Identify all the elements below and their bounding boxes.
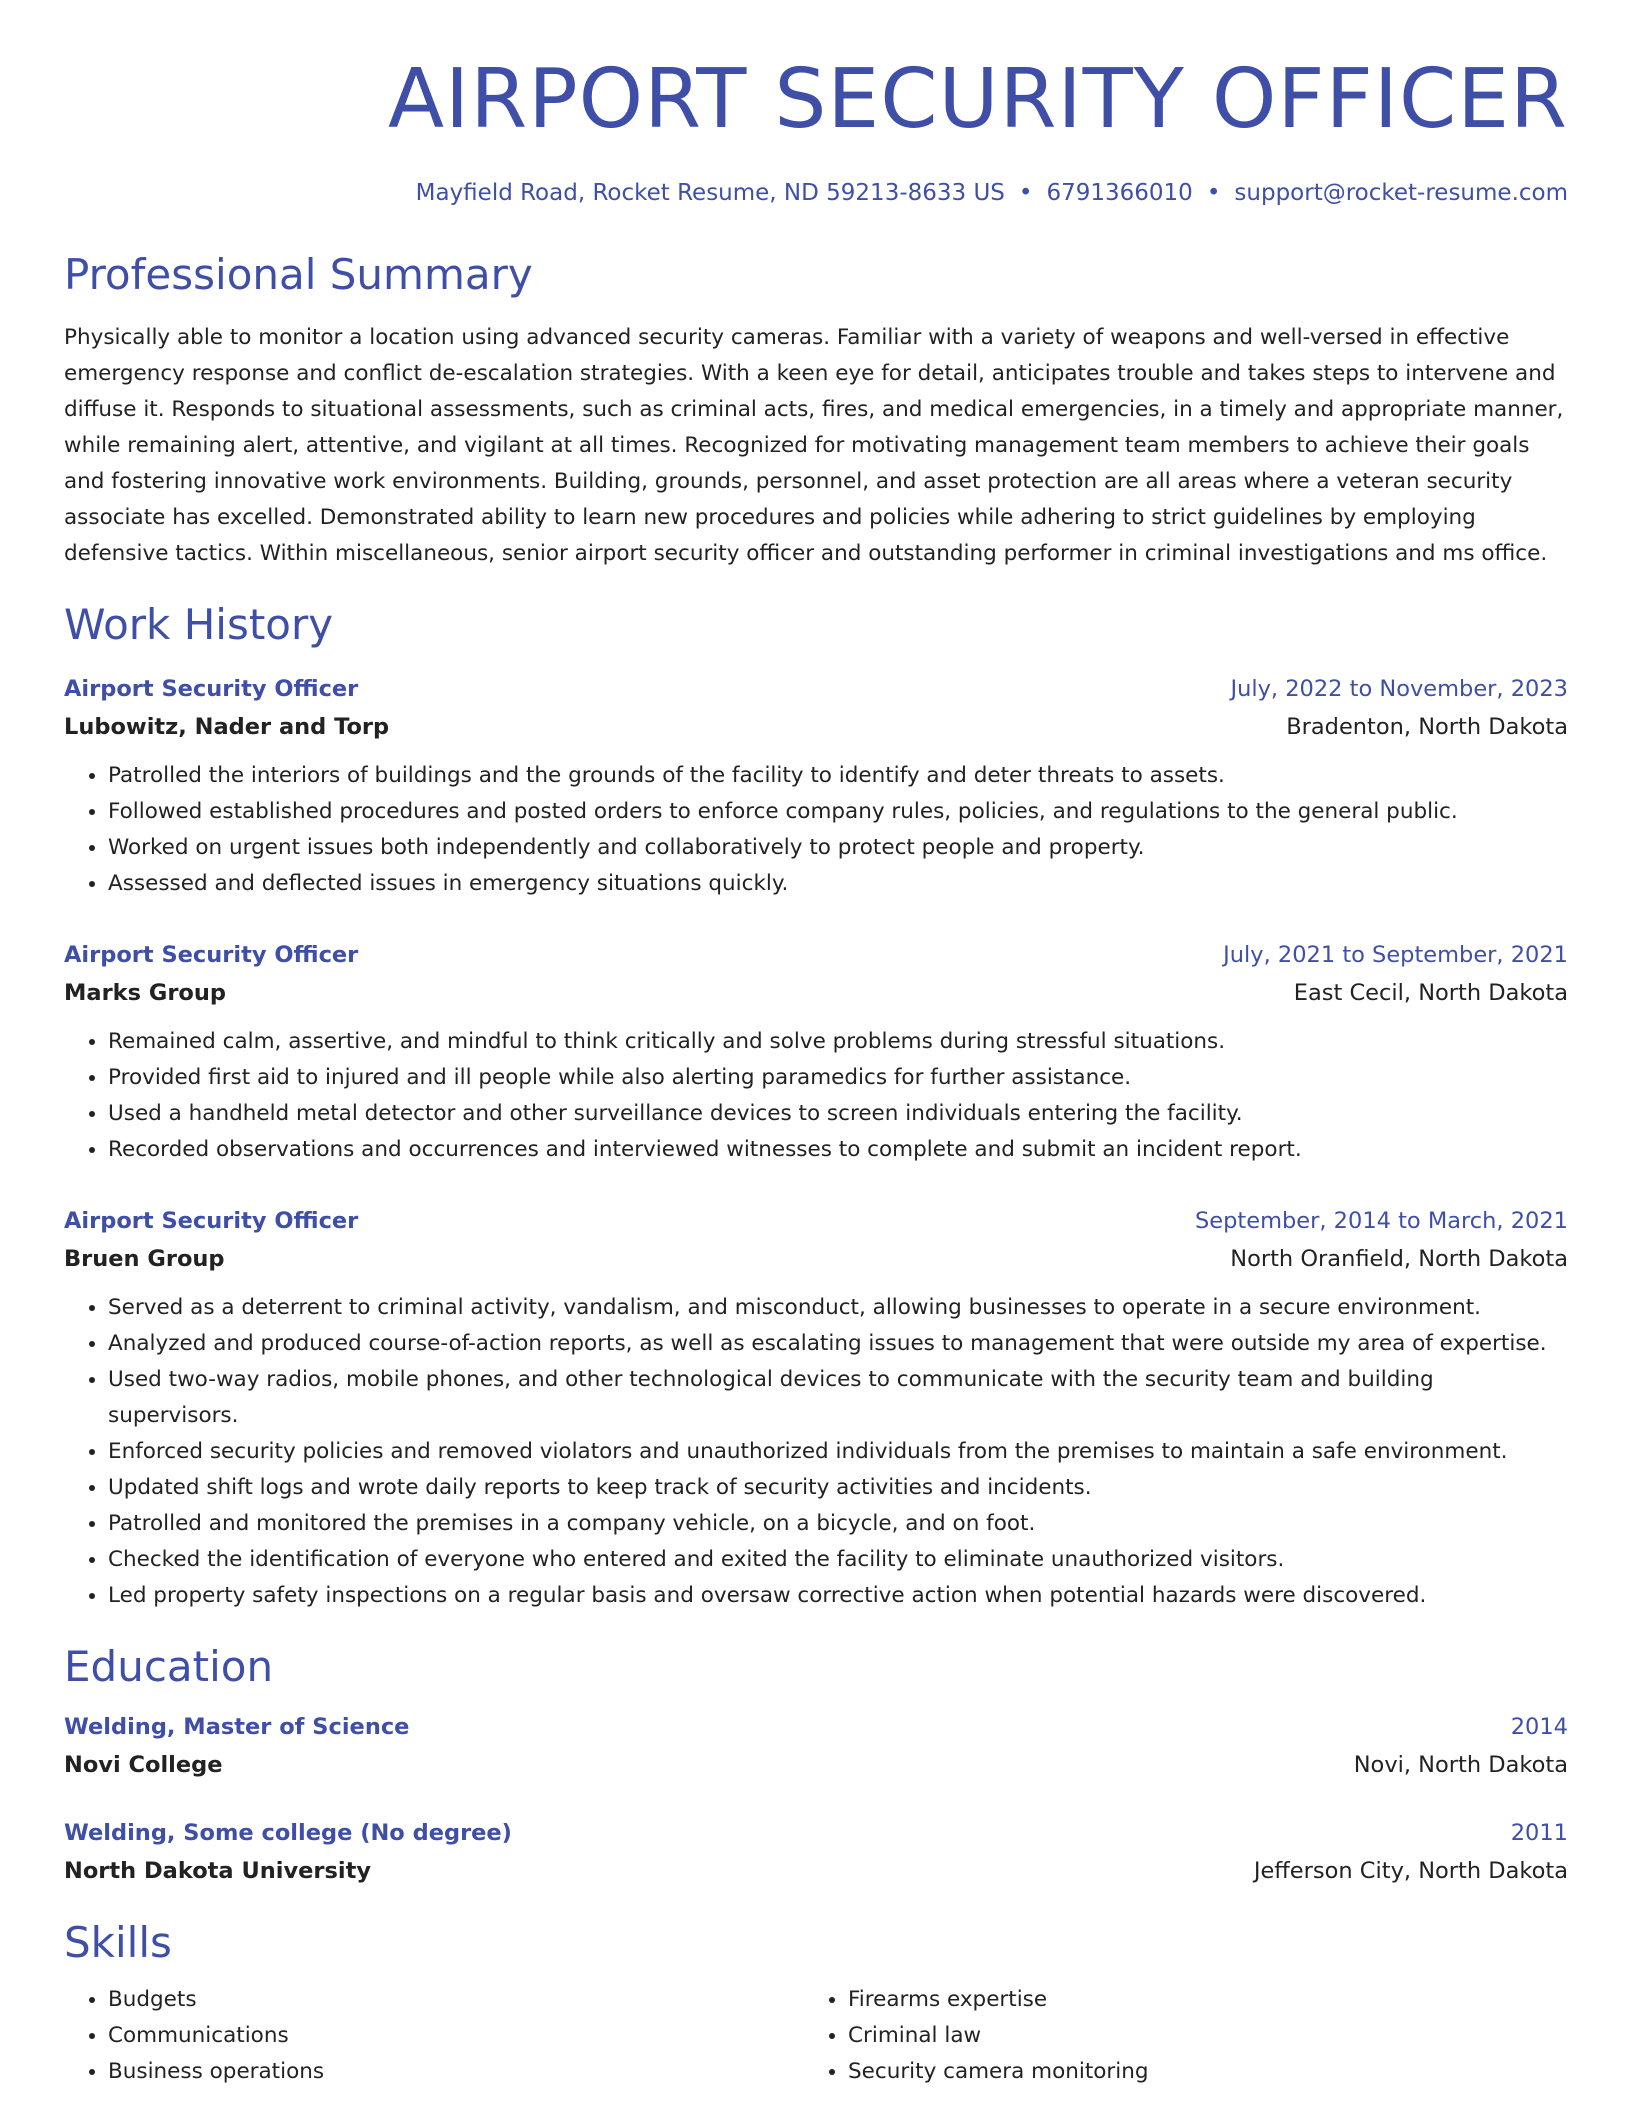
job-bullet: • Assessed and deflected issues in emergency situations quickly. [108, 866, 1568, 902]
job-bullet: • Used two-way radios, mobile phones, and other technological devices to communicate with the security team and building supervisors. [108, 1362, 1568, 1434]
job-company: Marks Group [64, 980, 227, 1006]
contact-address: Mayfield Road, Rocket Resume, ND 59213-8633 US [415, 180, 1005, 206]
skill-item: • Criminal law [848, 2018, 1544, 2054]
resume-title: AIRPORT SECURITY OFFICER [387, 52, 1568, 147]
job-dates: September, 2014 to March, 2021 [1195, 1208, 1568, 1234]
contact-phone: 6791366010 [1046, 180, 1193, 206]
job-title: Airport Security Officer [64, 676, 359, 702]
job-location: Bradenton, North Dakota [1286, 714, 1568, 740]
education-year: 2011 [1510, 1820, 1568, 1846]
job-company: Bruen Group [64, 1246, 225, 1272]
skills-column-left [64, 1982, 804, 2090]
job-location: North Oranfield, North Dakota [1230, 1246, 1568, 1272]
skill-item: • Communications [108, 2018, 804, 2054]
skill-item: • Firearms expertise [848, 1982, 1544, 2018]
job-bullet: • Checked the identification of everyone who entered and exited the facility to eliminate unauthorized visitors. [108, 1542, 1568, 1578]
contact-separator: • [1018, 180, 1033, 206]
education-entry [64, 1814, 1568, 1890]
education-degree: Welding, Some college (No degree) [64, 1820, 512, 1846]
job-bullet: • Patrolled the interiors of buildings and the grounds of the facility to identify and deter threats to assets. [108, 758, 1568, 794]
education-heading: Education [64, 1642, 274, 1691]
job-bullet: • Recorded observations and occurrences and interviewed witnesses to complete and submit an incident report. [108, 1132, 1568, 1168]
summary-heading: Professional Summary [64, 250, 533, 299]
job-bullets [64, 758, 1568, 902]
job-entry [64, 1202, 1568, 1614]
job-bullet: • Followed established procedures and posted orders to enforce company rules, policies, and regulations to the general public. [108, 794, 1568, 830]
job-bullet: • Worked on urgent issues both independently and collaboratively to protect people and property. [108, 830, 1568, 866]
skill-item: • Security camera monitoring [848, 2054, 1544, 2090]
education-school: Novi College [64, 1752, 223, 1778]
job-dates: July, 2022 to November, 2023 [1230, 676, 1568, 702]
job-company: Lubowitz, Nader and Torp [64, 714, 390, 740]
summary-text: Physically able to monitor a location using advanced security cameras. Familiar with a variety of weapons and well-versed in effective emergency response and conflict de-escalation strategies. With a keen eye for detail, anticipates trouble and takes steps to intervene and diffuse it. Responds to situational assessments, such as criminal acts, fires, and medical emergencies, in a timely and appropriate manner, while remaining alert, attentive, and vigilant at all times. Recognized for motivating management team members to achieve their goals and fostering innovative work environments. Building, grounds, personnel, and asset protection are all areas where a veteran security associate has excelled. Demonstrated ability to learn new procedures and policies while adhering to strict guidelines by employing defensive tactics. Within miscellaneous, senior airport security officer and outstanding performer in criminal investigations and ms office. [64, 325, 1564, 566]
job-bullet: • Led property safety inspections on a regular basis and oversaw corrective action when potential hazards were discovered. [108, 1578, 1568, 1614]
skills-column-right [804, 1982, 1544, 2090]
education-location: Novi, North Dakota [1353, 1752, 1568, 1778]
contact-line [64, 176, 1568, 210]
education-degree: Welding, Master of Science [64, 1714, 410, 1740]
job-bullet: • Patrolled and monitored the premises in a company vehicle, on a bicycle, and on foot. [108, 1506, 1568, 1542]
contact-email: support@rocket-resume.com [1234, 180, 1568, 206]
job-bullets [64, 1024, 1568, 1168]
skills-heading: Skills [64, 1918, 172, 1967]
education-school: North Dakota University [64, 1858, 371, 1884]
job-bullet: • Served as a deterrent to criminal activity, vandalism, and misconduct, allowing businesses to operate in a secure environment. [108, 1290, 1568, 1326]
job-bullet: • Provided first aid to injured and ill people while also alerting paramedics for further assistance. [108, 1060, 1568, 1096]
skill-item: • Budgets [108, 1982, 804, 2018]
contact-separator: • [1206, 180, 1221, 206]
job-title: Airport Security Officer [64, 942, 359, 968]
skills-list [64, 1982, 1568, 2090]
job-title: Airport Security Officer [64, 1208, 359, 1234]
job-bullet: • Updated shift logs and wrote daily reports to keep track of security activities and incidents. [108, 1470, 1568, 1506]
job-bullet: • Used a handheld metal detector and other surveillance devices to screen individuals entering the facility. [108, 1096, 1568, 1132]
education-entry [64, 1708, 1568, 1784]
job-bullet: • Remained calm, assertive, and mindful to think critically and solve problems during stressful situations. [108, 1024, 1568, 1060]
job-bullets [64, 1290, 1568, 1614]
education-year: 2014 [1510, 1714, 1568, 1740]
job-entry [64, 936, 1568, 1168]
education-location: Jefferson City, North Dakota [1253, 1858, 1568, 1884]
job-entry [64, 670, 1568, 902]
job-bullet: • Analyzed and produced course-of-action reports, as well as escalating issues to management that were outside my area of expertise. [108, 1326, 1568, 1362]
job-location: East Cecil, North Dakota [1293, 980, 1568, 1006]
skill-item: • Business operations [108, 2054, 804, 2090]
job-dates: July, 2021 to September, 2021 [1223, 942, 1568, 968]
job-bullet: • Enforced security policies and removed violators and unauthorized individuals from the premises to maintain a safe environment. [108, 1434, 1568, 1470]
work-history-heading: Work History [64, 600, 334, 649]
